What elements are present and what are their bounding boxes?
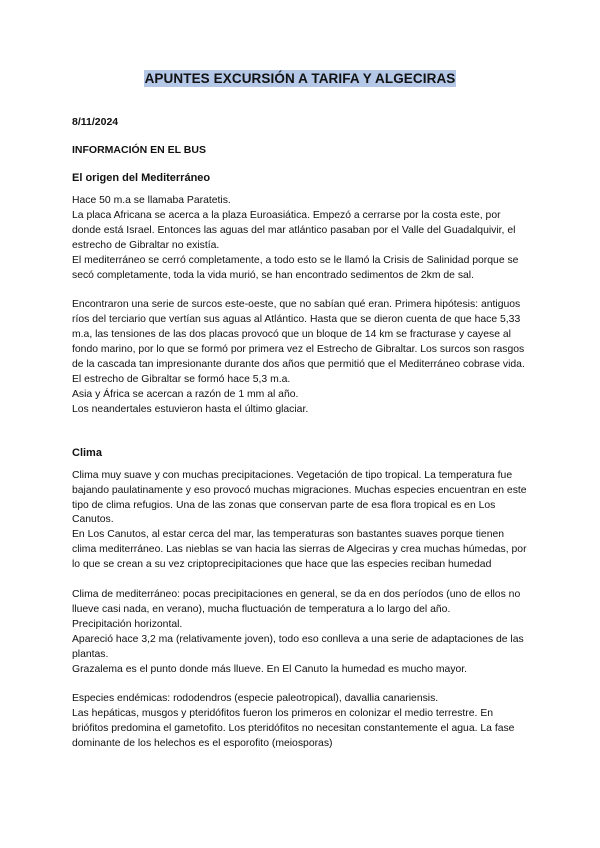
document-date: 8/11/2024 [72,116,119,128]
document-title: APUNTES EXCURSIÓN A TARIFA Y ALGECIRAS [144,71,456,86]
spacer [72,283,528,298]
paragraph: Grazalema es el punto donde más llueve. En El Canuto la humedad es mucho mayor. [72,663,468,675]
spacer [72,573,528,588]
document-page [72,70,528,752]
paragraph: Clima de mediterráneo: pocas precipitaciones en general, se da en dos períodos (uno de ellos no llueve casi nada, en verano), mucha fluctuación de temperatura a lo largo del año. [72,589,521,615]
paragraph: El mediterráneo se cerró completamente, a todo esto se le llamó la Crisis de Salinidad porque se secó completamente, toda la vida murió, se han encontrado sedimentos de 2km de sal. [72,254,519,281]
paragraph: Clima muy suave y con muchas precipitaciones. Vegetación de tipo tropical. La temperatura fue bajando paulatinamente y eso provocó muchas migraciones. Muchas especies encuentran en este tipo de clima refugios. Una de las zonas que conservan parte de esa flora tropical es en Los Canutos. [72,469,527,526]
section-subheading: INFORMACIÓN EN EL BUS [72,144,206,156]
title-wrapper [72,70,528,88]
paragraph: Hace 50 m.a se llamaba Paratetis. [72,195,231,206]
paragraph: Precipitación horizontal. [72,618,183,630]
paragraph: Especies endémicas: rododendros (especie paleotropical), davallia canariensis. [72,693,439,705]
spacer [72,677,528,692]
paragraph: Encontraron una serie de surcos este-oeste, que no sabían qué eran. Primera hipótesis: antiguos ríos del terciario que vertían sus aguas al Atlántico. Hasta que se dieron cuenta de que hace 5,33 m.a, las tensiones de las dos placas provocó que un bloque de 14 km se fracturase y cayese al fondo marino, por lo que se formó por primera vez el Estrecho de Gibraltar. Los surcos son rasgos de la cascada tan impresionante durante dos años que permitió que el Mediterráneo cobrase vida. El estrecho de Gibraltar se formó hace 5,3 m.a. [72,299,525,385]
paragraph: Apareció hace 3,2 ma (relativamente joven), todo eso conlleva a una serie de adaptaciones de las plantas. [72,633,524,660]
paragraph: En Los Canutos, al estar cerca del mar, las temperaturas son bastantes suaves porque tienen clima mediterráneo. Las nieblas se van hacia las sierras de Algeciras y crea muchas húmedas, por lo que se crean a su vez criptoprecipitaciones que hace que las especies reciban humedad [72,529,527,571]
paragraph: Asia y África se acercan a razón de 1 mm al año. [72,388,299,400]
section-heading-origen: El origen del Mediterráneo [72,172,211,184]
section-heading-clima: Clima [72,446,102,459]
paragraph: Las hepáticas, musgos y pteridófitos fueron los primeros en colonizar el medio terrestre. En briófitos predomina el gametofito. Los pteridófitos no necesitan constantemente el agua. La fase dominante de los helechos es el esporofito (meiosporas) [72,708,515,750]
paragraph: Los neandertales estuvieron hasta el último glaciar. [72,403,309,415]
spacer [72,418,528,446]
paragraph: La placa Africana se acerca a la plaza Euroasiática. Empezó a cerrarse por la costa este, por donde está Israel. Entonces las aguas del mar atlántico pasaban por el Valle del Guadalquivir, el estrecho de Gibraltar no existía. [72,209,516,251]
